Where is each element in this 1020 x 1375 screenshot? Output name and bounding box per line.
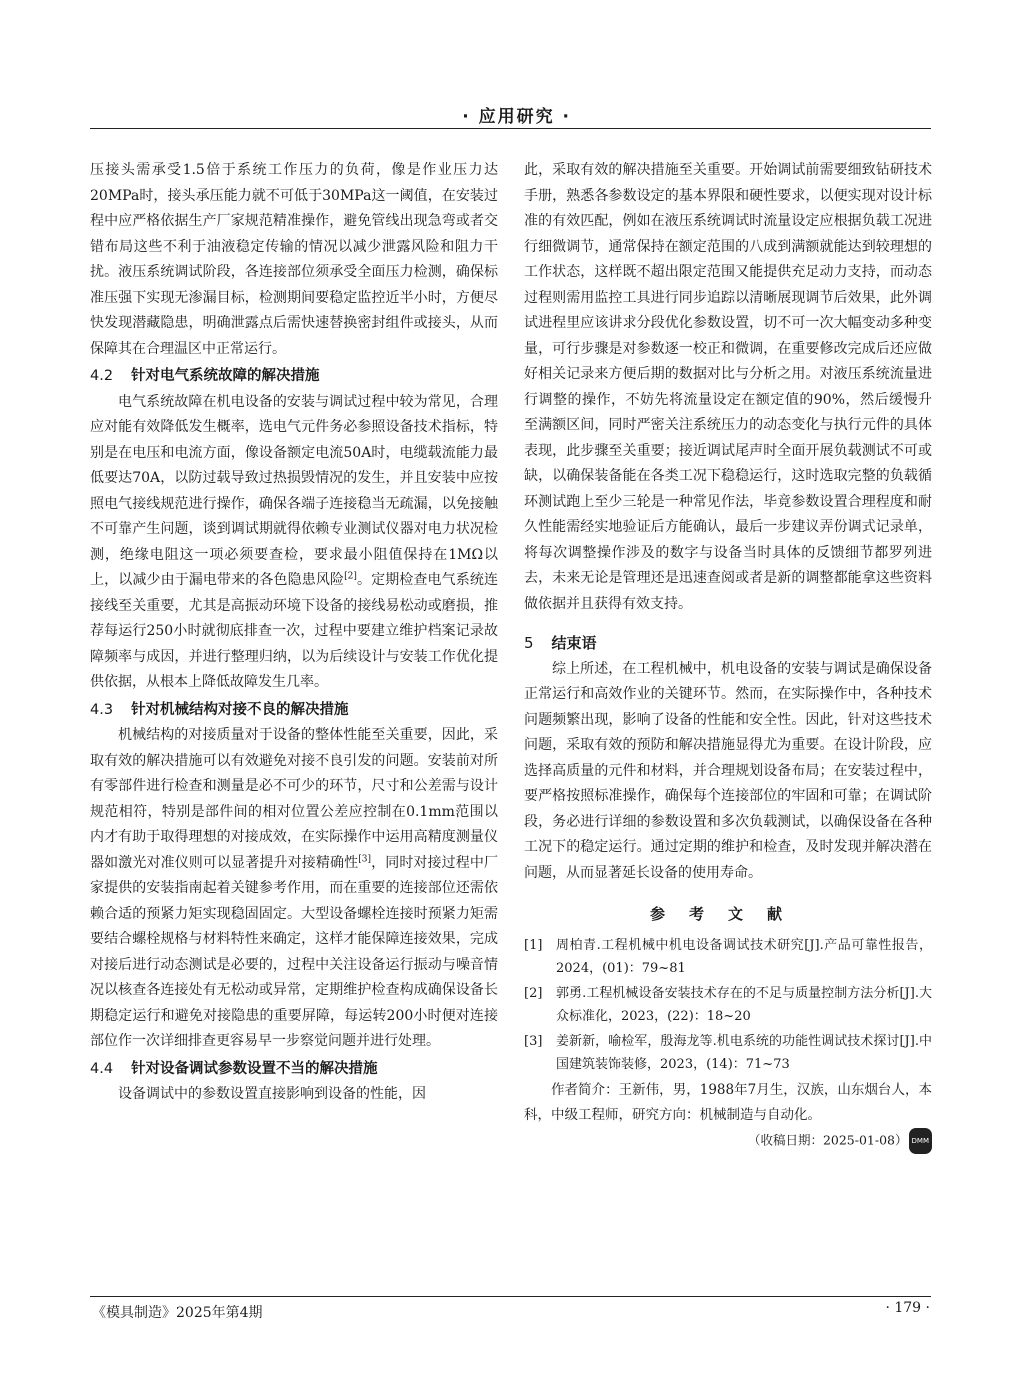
dmm-logo-icon: DMM	[909, 1128, 932, 1154]
text: 机械结构的对接质量对于设备的整体性能至关重要，因此，采取有效的解决措施可以有效避免对接不良引发的问题。安装前对所有零部件进行检查和测量是必不可少的环节，尺寸和公差需与设计规范相符，特别是部件间的相对位置公差应控制在0.1mm范围以内才有助于取得理想的对接成效，在实际操作中运用高精度测量仪器如激光对准仪则可以显著提升对接精确性	[90, 727, 498, 871]
text: 。定期检查电气系统连接线至关重要，尤其是高振动环境下设备的接线易松动或磨损，推荐每运行250小时就彻底排查一次，过程中要建立维护档案记录故障频率与成因，并进行整理归纳，以为后续设计与安装工作优化提供依据，从根本上降低故障发生几率。	[90, 572, 499, 690]
reference-item	[524, 1030, 932, 1076]
section-number: 4.3	[90, 701, 114, 718]
section-title: 针对设备调试参数设置不当的解决措施	[131, 1060, 378, 1077]
section-title: 针对电气系统故障的解决措施	[131, 368, 320, 384]
section-number: 4.4	[90, 1060, 114, 1077]
footer-divider	[90, 1296, 931, 1297]
reference-text: 周柏青.工程机械中机电设备调试技术研究[J].产品可靠性报告，2024，(01)：79~81	[556, 937, 932, 976]
reference-number: [3]	[524, 1033, 543, 1049]
paragraph: 此，采取有效的解决措施至关重要。开始调试前需要细致钻研技术手册，熟悉各参数设定的基本界限和硬性要求，以便实现对设计标准的有效匹配，例如在液压系统调试时流量设定应根据负载工况进行细微调节，通常保持在额定范围的八成到满额就能达到较理想的工作状态，这样既不超出限定范围又能提供充足动力支持，而动态过程则需用监控工具进行同步追踪以清晰展现调节后效果，此外调试进程里应该讲求分段优化参数设置，切不可一次大幅变动多种变量，可行步骤是对参数逐一校正和微调，在重要修改完成后还应做好相关记录来方便后期的数据对比与分析之用。对液压系统流量进行调整的操作，不妨先将流量设定在额定值的90%，然后缓慢升至满额区间，同时严密关注系统压力的动态变化与执行元件的具体表现，此步骤至关重要；接近调试尾声时全面开展负载测试不可或缺，以确保装备能在各类工况下稳稳运行，这时选取完整的负载循环测试跑上至少三轮是一种常见作法，毕竟参数设置合理程度和耐久性能需经实地验证后方能确认，最后一步建议弄份调式记录单，将每次调整操作涉及的数字与设备当时具体的反馈细节都罗列进去，未来无论是管理还是迅速查阅或者是新的调整都能拿这些资料做依据并且获得有效支持。	[524, 162, 932, 612]
section-heading-5	[524, 631, 932, 657]
paragraph: 设备调试中的参数设置直接影响到设备的性能，因	[118, 1086, 426, 1102]
section-heading-4-4	[90, 1057, 498, 1083]
section-number: 5	[524, 634, 534, 652]
section-number: 4.2	[90, 368, 114, 384]
text: ，同时对接过程中厂家提供的安装指南起着关键参考作用，而在重要的连接部位还需依赖合适的预紧力矩实现稳固固定。大型设备螺栓连接时预紧力矩需要结合螺栓规格与材料特性来确定，这样才能保障连接效果，完成对接后进行动态测试是必要的，过程中关注设备运行振动与噪音情况以核查各连接处有无松动或异常，定期维护检查构成确保设备长期稳定运行和避免对接隐患的重要屏障，每运转200小时便对连接部位作一次详细排查更容易早一步察觉问题并进行处理。	[90, 854, 499, 1049]
left-column	[90, 158, 498, 1108]
page-number: · 179 ·	[885, 1300, 930, 1316]
reference-number: [1]	[524, 937, 543, 953]
section-title: 针对机械结构对接不良的解决措施	[131, 701, 349, 718]
section-heading-4-3	[90, 698, 498, 724]
journal-issue: 《模具制造》2025年第4期	[92, 1305, 263, 1321]
section-label: · 应用研究 ·	[462, 107, 571, 127]
section-title: 结束语	[551, 634, 597, 652]
right-column	[524, 158, 932, 1154]
reference-item	[524, 982, 932, 1028]
reference-item	[524, 934, 932, 980]
text: 电气系统故障在机电设备的安装与调试过程中较为常见，合理应对能有效降低发生概率，选电气元件务必参照设备技术指标，特别是在电压和电流方面，像设备额定电流50A时，电缆载流能力最低要达70A，以防过载导致过热损毁情况的发生，并且安装中应按照电气接线规范进行操作，确保各端子连接稳当无疏漏，以免接触不可靠产生问题，谈到调试期就得依赖专业测试仪器对电力状况检测，绝缘电阻这一项必须要查检，要求最小阻值保持在1MΩ以上，以减少由于漏电带来的各色隐患风险	[90, 393, 498, 588]
paragraph: 压接头需承受1.5倍于系统工作压力的负荷，像是作业压力达20MPa时，接头承压能力就不可低于30MPa这一阈值，在安装过程中应严格依据生产厂家规范精准操作，避免管线出现急弯或者交错布局这些不利于油液稳定传输的情况以减少泄露风险和阻力干扰。液压系统调试阶段，各连接部位须承受全面压力检测，确保标准压强下实现无渗漏目标，检测期间要稳定监控近半小时，方便尽快发现潜藏隐患，明确泄露点后需快速替换密封组件或接头，从而保障其在合理温区中正常运行。	[90, 162, 498, 357]
section-heading-4-2	[90, 364, 498, 390]
page-header	[90, 100, 931, 129]
author-bio: 作者简介：王新伟，男，1988年7月生，汉族，山东烟台人，本科，中级工程师，研究方向：机械制造与自动化。	[524, 1081, 932, 1123]
reference-text: 郭勇.工程机械设备安装技术存在的不足与质量控制方法分析[J].大众标准化，2023，(22)：18~20	[556, 985, 932, 1024]
paragraph	[90, 390, 498, 696]
references-heading: 参考文献	[649, 905, 806, 923]
paragraph: 综上所述，在工程机械中，机电设备的安装与调试是确保设备正常运行和高效作业的关键环节。然而，在实际操作中，各种技术问题频繁出现，影响了设备的性能和安全性。因此，针对这些技术问题，采取有效的预防和解决措施显得尤为重要。在设计阶段，应选择高质量的元件和材料，并合理规划设备布局；在安装过程中，要严格按照标准操作，确保每个连接部位的牢固和可靠；在调试阶段，务必进行详细的参数设置和多次负载测试，以确保设备在各种工况下的稳定运行。通过定期的维护和检查，及时发现并解决潜在问题，从而显著延长设备的使用寿命。	[524, 660, 932, 881]
citation: [2]	[344, 571, 357, 582]
received-date	[524, 1128, 932, 1154]
citation: [3]	[358, 853, 371, 864]
reference-number: [2]	[524, 985, 543, 1001]
paragraph	[90, 723, 498, 1055]
reference-text: 姜新新，喻检军，殷海龙等.机电系统的功能性调试技术探讨[J].中国建筑装饰装修，2023，(14)：71~73	[556, 1033, 932, 1072]
received-text: （收稿日期：2025-01-08）	[747, 1132, 908, 1147]
